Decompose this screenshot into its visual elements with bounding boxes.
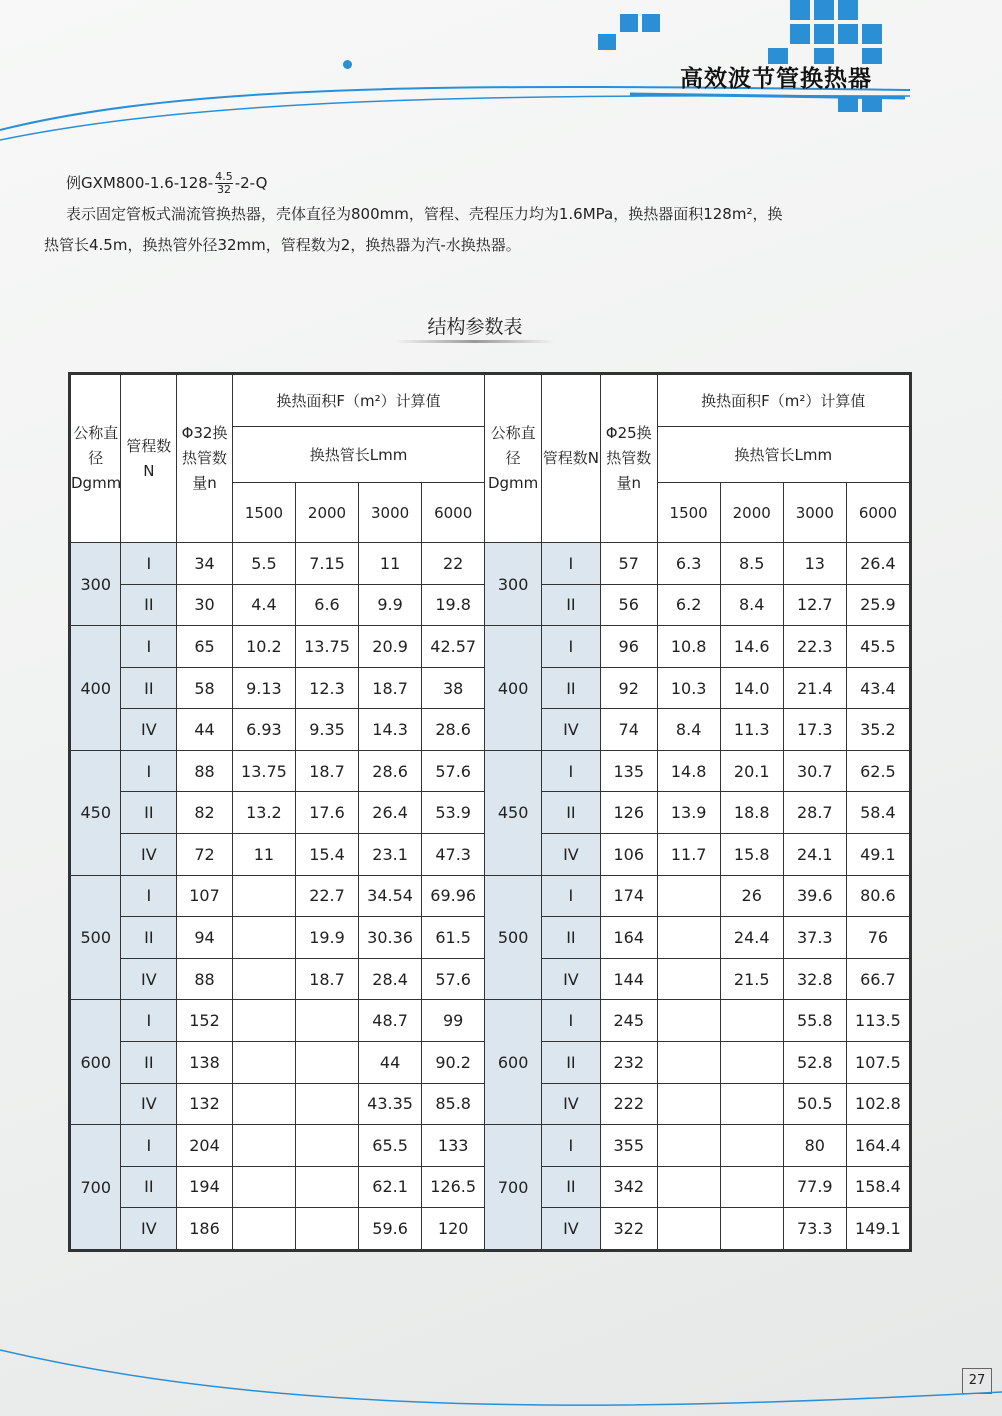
decor-square — [838, 0, 858, 20]
area-cell-right: 13 — [783, 543, 846, 585]
area-cell-left: 57.6 — [422, 958, 485, 1000]
tube-count-cell-right: 342 — [600, 1166, 657, 1208]
tube-count-cell-right: 57 — [600, 543, 657, 585]
area-cell-left: 65.5 — [359, 1125, 422, 1167]
dg-cell-left: 600 — [71, 1000, 121, 1125]
area-cell-right: 62.5 — [846, 750, 909, 792]
area-cell-right: 35.2 — [846, 709, 909, 751]
tube-count-cell-left: 152 — [177, 1000, 233, 1042]
area-cell-left: 69.96 — [422, 875, 485, 917]
decor-square — [790, 0, 810, 20]
area-cell-right: 28.7 — [783, 792, 846, 834]
header-length-left-label: 换热管长Lmm — [309, 446, 408, 464]
decor-square — [620, 14, 638, 32]
dg-cell-left: 500 — [71, 875, 121, 1000]
area-cell-right — [720, 1000, 783, 1042]
passes-cell-left: II — [121, 917, 177, 959]
area-cell-left: 42.57 — [422, 626, 485, 668]
page-number: 27 — [962, 1368, 992, 1394]
intro-text — [40, 168, 920, 261]
length-col-3000-right: 3000 — [783, 483, 846, 543]
area-cell-right: 10.8 — [657, 626, 720, 668]
area-cell-left: 90.2 — [422, 1041, 485, 1083]
tube-count-cell-left: 44 — [177, 709, 233, 751]
header-phi25-count — [600, 375, 657, 543]
tube-count-cell-right: 232 — [600, 1041, 657, 1083]
area-cell-left: 6.93 — [232, 709, 295, 751]
passes-cell-right: IV — [541, 709, 600, 751]
table-row — [71, 875, 910, 917]
area-cell-left — [295, 1208, 358, 1250]
area-cell-right: 66.7 — [846, 958, 909, 1000]
decor-square — [814, 24, 834, 44]
decor-square — [790, 24, 810, 44]
area-cell-left: 18.7 — [359, 667, 422, 709]
area-cell-left: 61.5 — [422, 917, 485, 959]
area-cell-right: 58.4 — [846, 792, 909, 834]
area-cell-left: 47.3 — [422, 834, 485, 876]
area-cell-right — [657, 875, 720, 917]
area-cell-left — [232, 1166, 295, 1208]
area-cell-right: 76 — [846, 917, 909, 959]
area-cell-right — [657, 1125, 720, 1167]
area-cell-left: 85.8 — [422, 1083, 485, 1125]
dg-cell-left: 700 — [71, 1125, 121, 1250]
header-area-right — [657, 375, 909, 427]
area-cell-right: 24.1 — [783, 834, 846, 876]
area-cell-right — [720, 1083, 783, 1125]
decor-square — [814, 0, 834, 20]
passes-cell-right: I — [541, 543, 600, 585]
area-cell-right: 80.6 — [846, 875, 909, 917]
area-cell-right: 107.5 — [846, 1041, 909, 1083]
passes-cell-right: IV — [541, 958, 600, 1000]
table-row — [71, 750, 910, 792]
area-cell-left: 133 — [422, 1125, 485, 1167]
area-cell-right: 102.8 — [846, 1083, 909, 1125]
area-cell-left — [232, 958, 295, 1000]
area-cell-left: 6.6 — [295, 584, 358, 626]
area-cell-right: 52.8 — [783, 1041, 846, 1083]
area-cell-left — [295, 1083, 358, 1125]
area-cell-left: 23.1 — [359, 834, 422, 876]
area-cell-right — [657, 1208, 720, 1250]
passes-cell-left: IV — [121, 1208, 177, 1250]
length-col-1500-right: 1500 — [657, 483, 720, 543]
area-cell-left: 62.1 — [359, 1166, 422, 1208]
dg-cell-left: 450 — [71, 750, 121, 875]
header-phi32-label: Φ32换热管数量n — [181, 424, 228, 492]
area-cell-left: 28.4 — [359, 958, 422, 1000]
tube-count-cell-right: 355 — [600, 1125, 657, 1167]
area-cell-left: 22.7 — [295, 875, 358, 917]
length-col-2000-right: 2000 — [720, 483, 783, 543]
passes-cell-left: I — [121, 1000, 177, 1042]
area-cell-right — [720, 1166, 783, 1208]
area-cell-right: 80 — [783, 1125, 846, 1167]
tube-count-cell-right: 106 — [600, 834, 657, 876]
area-cell-right: 32.8 — [783, 958, 846, 1000]
area-cell-left: 20.9 — [359, 626, 422, 668]
tube-count-cell-left: 82 — [177, 792, 233, 834]
decor-square — [598, 34, 616, 50]
area-cell-left: 11 — [232, 834, 295, 876]
area-cell-right: 49.1 — [846, 834, 909, 876]
length-col-6000: 6000 — [422, 483, 485, 543]
header-phi32-count — [177, 375, 233, 543]
area-cell-right: 55.8 — [783, 1000, 846, 1042]
tube-count-cell-left: 204 — [177, 1125, 233, 1167]
area-cell-left: 38 — [422, 667, 485, 709]
area-cell-left: 99 — [422, 1000, 485, 1042]
area-cell-left: 12.3 — [295, 667, 358, 709]
area-cell-right: 39.6 — [783, 875, 846, 917]
tube-count-cell-left: 58 — [177, 667, 233, 709]
table-title: 结构参数表 — [427, 316, 523, 338]
area-cell-left: 59.6 — [359, 1208, 422, 1250]
area-cell-left: 9.9 — [359, 584, 422, 626]
decor-square — [642, 14, 660, 32]
area-cell-left — [295, 1125, 358, 1167]
fraction-denominator: 32 — [216, 183, 231, 196]
tube-count-cell-right: 322 — [600, 1208, 657, 1250]
table-title-underline — [395, 340, 555, 343]
header-length-right-label: 换热管长Lmm — [734, 446, 833, 464]
dg-cell-right: 600 — [485, 1000, 542, 1125]
area-cell-right: 24.4 — [720, 917, 783, 959]
area-cell-left: 28.6 — [359, 750, 422, 792]
header-length-right — [657, 427, 909, 483]
passes-cell-right: I — [541, 875, 600, 917]
area-cell-left — [232, 1125, 295, 1167]
area-cell-left — [295, 1000, 358, 1042]
area-cell-right: 8.4 — [720, 584, 783, 626]
passes-cell-left: IV — [121, 958, 177, 1000]
area-cell-left: 22 — [422, 543, 485, 585]
area-cell-left: 30.36 — [359, 917, 422, 959]
area-cell-left: 14.3 — [359, 709, 422, 751]
area-cell-right: 50.5 — [783, 1083, 846, 1125]
area-cell-left — [232, 1000, 295, 1042]
tube-count-cell-left: 194 — [177, 1166, 233, 1208]
area-cell-right — [720, 1208, 783, 1250]
example-line — [40, 168, 920, 199]
tube-count-cell-right: 126 — [600, 792, 657, 834]
passes-cell-right: I — [541, 750, 600, 792]
area-cell-left: 18.7 — [295, 750, 358, 792]
header-area-right-label: 换热面积F（m²）计算值 — [701, 392, 866, 410]
area-cell-left: 26.4 — [359, 792, 422, 834]
area-cell-right: 149.1 — [846, 1208, 909, 1250]
area-cell-left: 126.5 — [422, 1166, 485, 1208]
length-col-1500: 1500 — [232, 483, 295, 543]
passes-cell-left: I — [121, 1125, 177, 1167]
length-diameter-fraction — [215, 171, 233, 196]
area-cell-right: 8.4 — [657, 709, 720, 751]
area-cell-right: 21.5 — [720, 958, 783, 1000]
area-cell-left — [232, 875, 295, 917]
area-cell-left: 15.4 — [295, 834, 358, 876]
passes-cell-left: II — [121, 1166, 177, 1208]
area-cell-left: 19.8 — [422, 584, 485, 626]
area-cell-left: 5.5 — [232, 543, 295, 585]
area-cell-right: 73.3 — [783, 1208, 846, 1250]
passes-cell-right: II — [541, 1166, 600, 1208]
header-dg — [71, 375, 121, 543]
length-col-6000-right: 6000 — [846, 483, 909, 543]
table-body — [71, 543, 910, 1250]
area-cell-right: 11.7 — [657, 834, 720, 876]
length-col-2000: 2000 — [295, 483, 358, 543]
area-cell-left: 57.6 — [422, 750, 485, 792]
decor-square — [838, 24, 858, 44]
footer-swoosh — [0, 1330, 1002, 1416]
tube-count-cell-left: 65 — [177, 626, 233, 668]
header-passes — [121, 375, 177, 543]
dg-cell-right: 300 — [485, 543, 542, 626]
area-cell-right — [657, 1000, 720, 1042]
passes-cell-left: II — [121, 792, 177, 834]
dg-cell-right: 450 — [485, 750, 542, 875]
area-cell-left: 13.75 — [295, 626, 358, 668]
tube-count-cell-right: 135 — [600, 750, 657, 792]
header-area-left-label: 换热面积F（m²）计算值 — [276, 392, 441, 410]
passes-cell-left: IV — [121, 834, 177, 876]
passes-cell-right: IV — [541, 834, 600, 876]
area-cell-right: 37.3 — [783, 917, 846, 959]
area-cell-right: 22.3 — [783, 626, 846, 668]
header-phi25-label: Φ25换热管数量n — [605, 424, 652, 492]
area-cell-right — [720, 1041, 783, 1083]
passes-cell-left: II — [121, 667, 177, 709]
area-cell-right: 26 — [720, 875, 783, 917]
area-cell-left: 17.6 — [295, 792, 358, 834]
dg-cell-left: 300 — [71, 543, 121, 626]
header-passes-label: 管程数N — [126, 436, 172, 480]
passes-cell-right: I — [541, 1125, 600, 1167]
area-cell-left: 53.9 — [422, 792, 485, 834]
area-cell-left: 9.35 — [295, 709, 358, 751]
fraction-numerator: 4.5 — [215, 170, 233, 183]
passes-cell-right: I — [541, 626, 600, 668]
area-cell-left: 9.13 — [232, 667, 295, 709]
area-cell-right: 17.3 — [783, 709, 846, 751]
area-cell-right: 8.5 — [720, 543, 783, 585]
area-cell-left: 13.2 — [232, 792, 295, 834]
dg-cell-left: 400 — [71, 626, 121, 751]
area-cell-left: 48.7 — [359, 1000, 422, 1042]
area-cell-right: 26.4 — [846, 543, 909, 585]
dg-cell-right: 400 — [485, 626, 542, 751]
area-cell-right: 14.0 — [720, 667, 783, 709]
tube-count-cell-left: 30 — [177, 584, 233, 626]
area-cell-left: 34.54 — [359, 875, 422, 917]
area-cell-right: 10.3 — [657, 667, 720, 709]
header-passes-right-label: 管程数N — [542, 449, 600, 467]
tube-count-cell-right: 96 — [600, 626, 657, 668]
tube-count-cell-left: 88 — [177, 958, 233, 1000]
area-cell-right: 45.5 — [846, 626, 909, 668]
area-cell-right — [657, 1041, 720, 1083]
area-cell-left: 43.35 — [359, 1083, 422, 1125]
header-title: 高效波节管换热器 — [680, 66, 872, 92]
area-cell-left: 11 — [359, 543, 422, 585]
example-prefix: 例GXM800-1.6-128- — [66, 174, 214, 192]
passes-cell-left: II — [121, 584, 177, 626]
area-cell-right: 13.9 — [657, 792, 720, 834]
length-col-3000: 3000 — [359, 483, 422, 543]
passes-cell-right: II — [541, 1041, 600, 1083]
passes-cell-left: I — [121, 875, 177, 917]
area-cell-right — [657, 917, 720, 959]
example-suffix: -2-Q — [234, 174, 268, 192]
area-cell-left: 4.4 — [232, 584, 295, 626]
area-cell-right: 11.3 — [720, 709, 783, 751]
area-cell-right: 18.8 — [720, 792, 783, 834]
tube-count-cell-right: 144 — [600, 958, 657, 1000]
area-cell-right: 14.8 — [657, 750, 720, 792]
tube-count-cell-left: 132 — [177, 1083, 233, 1125]
area-cell-left — [232, 1083, 295, 1125]
tube-count-cell-left: 88 — [177, 750, 233, 792]
area-cell-left: 28.6 — [422, 709, 485, 751]
area-cell-right: 21.4 — [783, 667, 846, 709]
tube-count-cell-right: 245 — [600, 1000, 657, 1042]
table-row — [71, 1125, 910, 1167]
area-cell-right: 77.9 — [783, 1166, 846, 1208]
intro-line-2: 热管长4.5m，换热管外径32mm，管程数为2，换热器为汽-水换热器。 — [44, 236, 521, 254]
area-cell-right: 6.3 — [657, 543, 720, 585]
tube-count-cell-left: 186 — [177, 1208, 233, 1250]
area-cell-left — [232, 1208, 295, 1250]
header-dg-right — [485, 375, 542, 543]
area-cell-left: 44 — [359, 1041, 422, 1083]
area-cell-right: 6.2 — [657, 584, 720, 626]
area-cell-right: 43.4 — [846, 667, 909, 709]
tube-count-cell-right: 174 — [600, 875, 657, 917]
tube-count-cell-right: 92 — [600, 667, 657, 709]
passes-cell-right: IV — [541, 1083, 600, 1125]
header-dg-right-label: 公称直径Dgmm — [487, 424, 539, 492]
passes-cell-left: I — [121, 750, 177, 792]
passes-cell-left: II — [121, 1041, 177, 1083]
area-cell-right: 30.7 — [783, 750, 846, 792]
decor-square — [862, 24, 882, 44]
tube-count-cell-left: 72 — [177, 834, 233, 876]
area-cell-left: 18.7 — [295, 958, 358, 1000]
area-cell-right: 113.5 — [846, 1000, 909, 1042]
dg-cell-right: 500 — [485, 875, 542, 1000]
area-cell-left: 120 — [422, 1208, 485, 1250]
area-cell-right: 158.4 — [846, 1166, 909, 1208]
passes-cell-left: I — [121, 626, 177, 668]
area-cell-left — [232, 917, 295, 959]
passes-cell-right: IV — [541, 1208, 600, 1250]
area-cell-left: 10.2 — [232, 626, 295, 668]
area-cell-right — [657, 958, 720, 1000]
area-cell-left: 13.75 — [232, 750, 295, 792]
passes-cell-right: II — [541, 667, 600, 709]
tube-count-cell-left: 34 — [177, 543, 233, 585]
area-cell-right: 25.9 — [846, 584, 909, 626]
header-length-left — [232, 427, 484, 483]
passes-cell-right: I — [541, 1000, 600, 1042]
passes-cell-left: I — [121, 543, 177, 585]
area-cell-left — [295, 1166, 358, 1208]
header-passes-right — [541, 375, 600, 543]
header-dg-label: 公称直径Dgmm — [71, 424, 122, 492]
tube-count-cell-right: 164 — [600, 917, 657, 959]
passes-cell-right: II — [541, 584, 600, 626]
area-cell-right: 14.6 — [720, 626, 783, 668]
area-cell-right: 12.7 — [783, 584, 846, 626]
area-cell-right — [720, 1125, 783, 1167]
area-cell-left — [295, 1041, 358, 1083]
intro-line-1: 表示固定管板式湍流管换热器，壳体直径为800mm，管程、壳程压力均为1.6MPa，换热器面积128m²，换 — [66, 205, 783, 223]
passes-cell-left: IV — [121, 1083, 177, 1125]
tube-count-cell-left: 138 — [177, 1041, 233, 1083]
parameter-table — [68, 372, 912, 1252]
area-cell-left — [232, 1041, 295, 1083]
passes-cell-right: II — [541, 792, 600, 834]
header-area-left — [232, 375, 484, 427]
dg-cell-right: 700 — [485, 1125, 542, 1250]
tube-count-cell-left: 94 — [177, 917, 233, 959]
passes-cell-right: II — [541, 917, 600, 959]
area-cell-right — [657, 1166, 720, 1208]
area-cell-right: 20.1 — [720, 750, 783, 792]
table-row — [71, 626, 910, 668]
area-cell-left: 19.9 — [295, 917, 358, 959]
area-cell-right: 164.4 — [846, 1125, 909, 1167]
table-row — [71, 543, 910, 585]
tube-count-cell-left: 107 — [177, 875, 233, 917]
tube-count-cell-right: 222 — [600, 1083, 657, 1125]
tube-count-cell-right: 56 — [600, 584, 657, 626]
area-cell-right: 15.8 — [720, 834, 783, 876]
area-cell-right — [657, 1083, 720, 1125]
table-row — [71, 1000, 910, 1042]
area-cell-left: 7.15 — [295, 543, 358, 585]
passes-cell-left: IV — [121, 709, 177, 751]
tube-count-cell-right: 74 — [600, 709, 657, 751]
